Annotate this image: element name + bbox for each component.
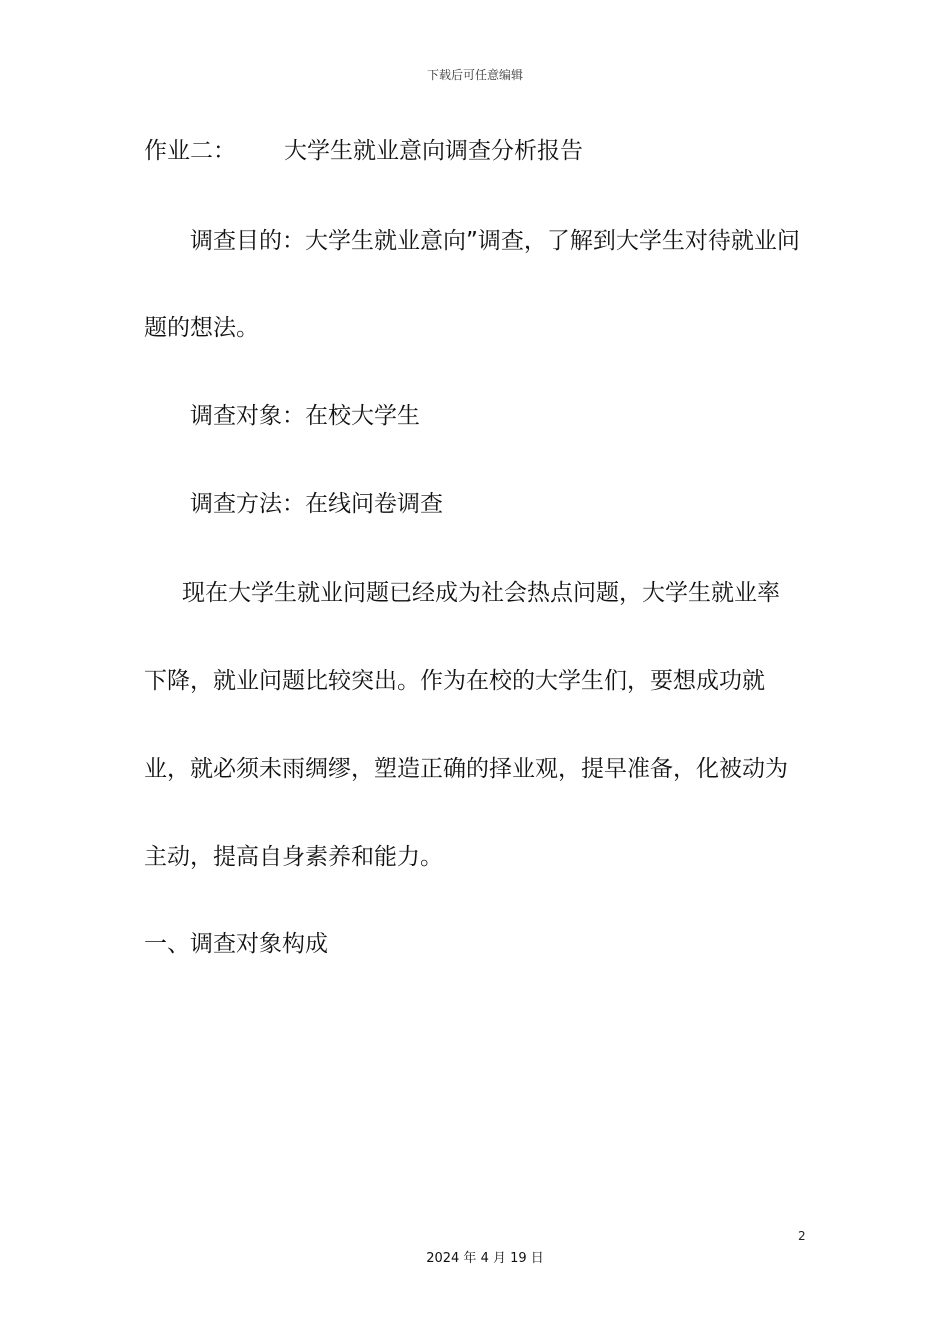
purpose-line-1: 调查目的：大学生就业意向”调查，了解到大学生对待就业问 bbox=[190, 228, 800, 254]
body-line-4: 主动，提高自身素养和能力。 bbox=[144, 844, 443, 870]
survey-method: 调查方法：在线问卷调查 bbox=[190, 491, 443, 517]
purpose-line-2: 题的想法。 bbox=[144, 315, 259, 341]
report-title: 大学生就业意向调查分析报告 bbox=[284, 138, 583, 164]
document-title bbox=[144, 136, 583, 166]
survey-target: 调查对象：在校大学生 bbox=[190, 403, 420, 429]
footer-date: 2024 年 4 月 19 日 bbox=[426, 1251, 544, 1266]
assignment-label: 作业二： bbox=[144, 138, 236, 164]
body-line-1: 现在大学生就业问题已经成为社会热点问题，大学生就业率 bbox=[182, 580, 780, 606]
body-line-3: 业，就必须未雨绸缪，塑造正确的择业观，提早准备，化被动为 bbox=[144, 756, 788, 782]
body-line-2: 下降，就业问题比较突出。作为在校的大学生们，要想成功就 bbox=[144, 668, 765, 694]
section-heading: 一、调查对象构成 bbox=[144, 931, 328, 957]
page-number: 2 bbox=[798, 1229, 806, 1243]
page-header-note: 下载后可任意编辑 bbox=[426, 68, 523, 82]
